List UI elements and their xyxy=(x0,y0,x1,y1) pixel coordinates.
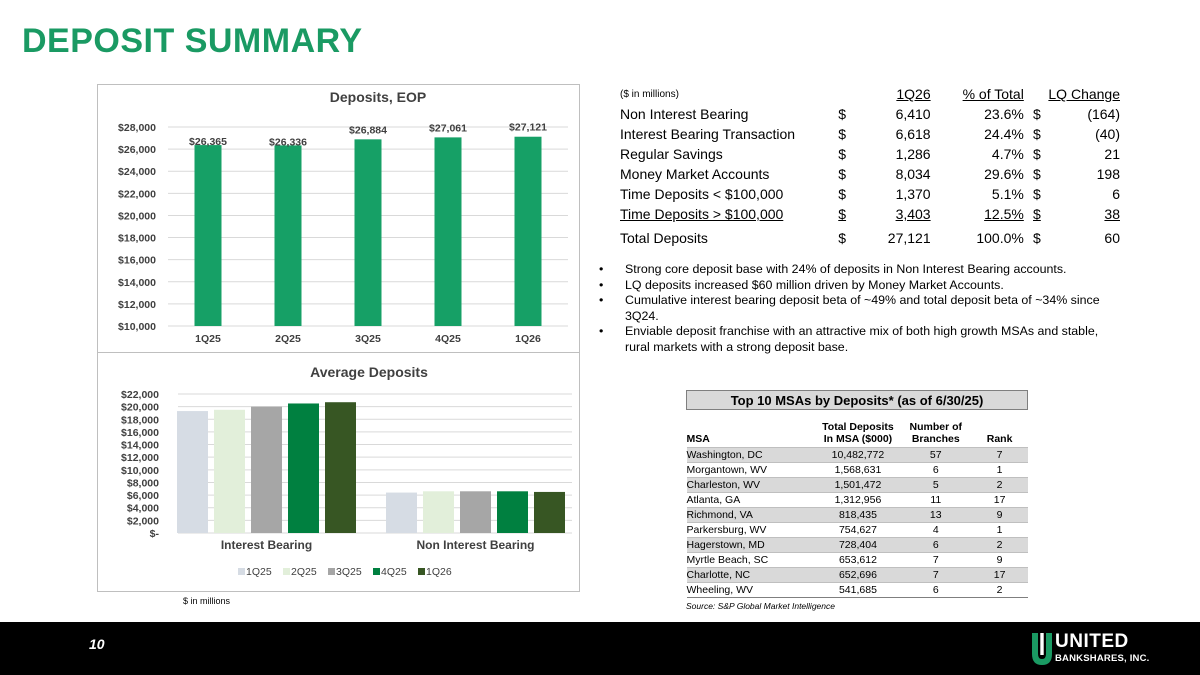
deposit-composition-table xyxy=(620,84,1120,246)
bar xyxy=(497,491,528,533)
msa-name-cell: Hagerstown, MD xyxy=(687,538,817,553)
bar xyxy=(534,492,565,533)
deposits-eop-svg xyxy=(98,85,579,352)
msa-branches-cell: 6 xyxy=(900,538,972,553)
msa-branches-cell: 7 xyxy=(900,553,972,568)
msa-branches-cell: 6 xyxy=(900,583,972,598)
x-tick-label: 4Q25 xyxy=(435,333,461,345)
y-tick-label: $22,000 xyxy=(121,389,159,401)
y-tick-label: $14,000 xyxy=(121,439,159,452)
bar xyxy=(515,137,542,326)
msa-branches-cell: 5 xyxy=(900,478,972,493)
msa-row xyxy=(687,583,1028,598)
y-tick-label: $10,000 xyxy=(118,321,156,333)
legend-swatch xyxy=(418,568,425,575)
row-label: Money Market Accounts xyxy=(620,166,770,182)
msa-row xyxy=(687,478,1028,493)
pct-cell: 100.0% xyxy=(976,230,1024,246)
msa-row xyxy=(687,493,1028,508)
currency-symbol: $ xyxy=(1033,166,1041,182)
msa-row xyxy=(687,568,1028,583)
msa-deposits-cell: 10,482,772 xyxy=(816,448,900,463)
msa-deposits-cell: 1,568,631 xyxy=(816,463,900,478)
row-label: Total Deposits xyxy=(620,230,708,246)
currency-symbol: $ xyxy=(1033,146,1041,162)
msa-deposits-cell: 1,501,472 xyxy=(816,478,900,493)
msa-deposits-cell: 1,312,956 xyxy=(816,493,900,508)
currency-symbol: $ xyxy=(838,126,847,142)
y-tick-label: $6,000 xyxy=(126,490,159,503)
msa-rank-cell: 9 xyxy=(972,508,1028,523)
deposit-row xyxy=(620,104,1120,124)
bullet-item: • LQ deposits increased $60 million driven by Money Market Accounts. xyxy=(597,278,1117,294)
legend-swatch xyxy=(238,568,245,575)
units-label: ($ in millions) xyxy=(620,88,679,100)
change-cell: 38 xyxy=(1104,206,1120,222)
bullet-item: • Enviable deposit franchise with an attractive mix of both high growth MSAs and stable, rural markets with a strong deposit base. xyxy=(597,324,1117,355)
y-tick-label: $20,000 xyxy=(118,210,156,223)
bullet-item: • Strong core deposit base with 24% of deposits in Non Interest Bearing accounts. xyxy=(597,262,1117,278)
amount-cell: 27,121 xyxy=(887,230,931,246)
currency-symbol: $ xyxy=(838,146,847,162)
footer-bar xyxy=(0,622,1200,675)
deposit-row xyxy=(620,124,1120,144)
msa-table-header xyxy=(687,410,1028,448)
y-tick-label: $12,000 xyxy=(121,452,159,465)
amount-cell: 6,618 xyxy=(895,126,931,142)
row-label: Regular Savings xyxy=(620,146,723,162)
change-cell: 6 xyxy=(1112,186,1120,202)
msa-row xyxy=(687,508,1028,523)
msa-rank-cell: 2 xyxy=(972,583,1028,598)
y-tick-label: $18,000 xyxy=(118,232,156,245)
y-tick-label: $22,000 xyxy=(118,188,156,201)
msa-rank-cell: 17 xyxy=(972,493,1028,508)
currency-symbol: $ xyxy=(838,166,847,182)
data-label: $26,884 xyxy=(349,124,387,137)
data-label: $27,121 xyxy=(509,121,547,134)
msa-branches-cell: 13 xyxy=(900,508,972,523)
average-deposits-chart xyxy=(97,352,580,592)
units-note: $ in millions xyxy=(183,596,231,606)
legend-swatch xyxy=(328,568,335,575)
legend-label: 4Q25 xyxy=(381,566,407,578)
x-tick-label: Interest Bearing xyxy=(220,538,313,552)
y-tick-label: $16,000 xyxy=(118,254,156,267)
pct-cell: 24.4% xyxy=(984,126,1024,142)
y-tick-label: $- xyxy=(149,528,159,540)
bar xyxy=(355,139,382,326)
msa-name-cell: Charlotte, NC xyxy=(687,568,817,583)
row-label: Interest Bearing Transaction xyxy=(620,126,796,142)
bar xyxy=(386,493,417,533)
msa-deposits-cell: 541,685 xyxy=(816,583,900,598)
msa-table-caption: Top 10 MSAs by Deposits* (as of 6/30/25) xyxy=(687,391,1028,410)
msa-name-cell: Wheeling, WV xyxy=(687,583,817,598)
y-tick-label: $16,000 xyxy=(121,426,159,439)
msa-deposits-cell: 652,696 xyxy=(816,568,900,583)
deposits-eop-chart xyxy=(97,84,580,353)
bar xyxy=(288,403,319,533)
pct-cell: 12.5% xyxy=(984,206,1024,222)
top-msa-table xyxy=(686,390,1028,598)
currency-symbol: $ xyxy=(838,206,847,222)
deposit-row xyxy=(620,164,1120,184)
chart-title: Deposits, EOP xyxy=(329,89,427,105)
row-label: Time Deposits < $100,000 xyxy=(620,186,784,202)
bar xyxy=(423,491,454,533)
data-label: $26,336 xyxy=(269,136,307,149)
msa-rank-cell: 1 xyxy=(972,523,1028,538)
logo-mark-icon xyxy=(1031,632,1053,666)
total-deposits-row xyxy=(620,224,1120,246)
col-header-1q26: 1Q26 xyxy=(896,86,931,102)
x-tick-label: 1Q25 xyxy=(195,333,221,345)
msa-name-cell: Parkersburg, WV xyxy=(687,523,817,538)
pct-cell: 4.7% xyxy=(991,146,1024,162)
msa-row xyxy=(687,463,1028,478)
msa-branches-cell: 7 xyxy=(900,568,972,583)
key-points-list xyxy=(597,262,1117,356)
y-tick-label: $12,000 xyxy=(118,298,156,311)
currency-symbol: $ xyxy=(1033,106,1041,122)
msa-name-cell: Morgantown, WV xyxy=(687,463,817,478)
amount-cell: 1,370 xyxy=(895,186,931,202)
y-tick-label: $18,000 xyxy=(121,414,159,427)
amount-cell: 8,034 xyxy=(895,166,931,182)
change-cell: 60 xyxy=(1104,230,1120,246)
x-tick-label: 1Q26 xyxy=(515,333,541,345)
change-cell: 21 xyxy=(1104,146,1120,162)
legend-label: 1Q26 xyxy=(426,566,452,578)
legend-swatch xyxy=(283,568,290,575)
legend-label: 2Q25 xyxy=(291,566,317,578)
y-tick-label: $2,000 xyxy=(126,515,159,528)
legend-label: 3Q25 xyxy=(336,566,362,578)
bar xyxy=(325,402,356,533)
msa-branches-cell: 6 xyxy=(900,463,972,478)
msa-rank-cell: 9 xyxy=(972,553,1028,568)
msa-name-cell: Washington, DC xyxy=(687,448,817,463)
top-msa-panel xyxy=(686,390,1028,611)
y-tick-label: $26,000 xyxy=(118,144,156,157)
change-cell: (164) xyxy=(1087,106,1120,122)
y-tick-label: $20,000 xyxy=(121,401,159,414)
currency-symbol: $ xyxy=(1033,126,1041,142)
change-cell: (40) xyxy=(1095,126,1120,142)
msa-deposits-cell: 754,627 xyxy=(816,523,900,538)
bullet-item: • Cumulative interest bearing deposit beta of ~49% and total deposit beta of ~34% since 3Q24. xyxy=(597,293,1117,324)
row-label: Non Interest Bearing xyxy=(620,106,749,122)
y-tick-label: $14,000 xyxy=(118,276,156,289)
row-label: Time Deposits > $100,000 xyxy=(620,206,784,222)
msa-branches-cell: 11 xyxy=(900,493,972,508)
data-label: $26,365 xyxy=(189,136,227,149)
bar xyxy=(214,410,245,533)
bar xyxy=(195,145,222,326)
y-tick-label: $28,000 xyxy=(118,122,156,134)
msa-deposits-cell: 818,435 xyxy=(816,508,900,523)
rank-col-header: Rank xyxy=(986,433,1013,445)
amount-cell: 1,286 xyxy=(895,146,931,162)
average-deposits-svg xyxy=(98,353,579,591)
msa-rank-cell: 7 xyxy=(972,448,1028,463)
company-logo xyxy=(1031,630,1161,668)
chart-title: Average Deposits xyxy=(310,364,428,380)
bar xyxy=(435,137,462,326)
msa-name-cell: Myrtle Beach, SC xyxy=(687,553,817,568)
msa-name-cell: Richmond, VA xyxy=(687,508,817,523)
msa-rank-cell: 17 xyxy=(972,568,1028,583)
logo-subtitle: BANKSHARES, INC. xyxy=(1055,653,1150,664)
msa-row xyxy=(687,448,1028,463)
col-header-pct-total: % of Total xyxy=(962,86,1024,102)
bar xyxy=(177,411,208,533)
y-tick-label: $10,000 xyxy=(121,464,159,477)
y-tick-label: $24,000 xyxy=(118,166,156,179)
currency-symbol: $ xyxy=(838,186,847,202)
pct-cell: 5.1% xyxy=(991,186,1024,202)
y-tick-label: $8,000 xyxy=(126,477,159,490)
legend-swatch xyxy=(373,568,380,575)
legend-label: 1Q25 xyxy=(246,566,272,578)
amount-cell: 6,410 xyxy=(895,106,931,122)
deposit-row xyxy=(620,204,1120,224)
msa-name-cell: Atlanta, GA xyxy=(687,493,817,508)
currency-symbol: $ xyxy=(1033,206,1041,222)
bar xyxy=(460,491,491,533)
msa-row xyxy=(687,523,1028,538)
bar xyxy=(251,407,282,533)
deposit-row xyxy=(620,144,1120,164)
pct-cell: 29.6% xyxy=(984,166,1024,182)
currency-symbol: $ xyxy=(1033,230,1041,246)
msa-deposits-cell: 728,404 xyxy=(816,538,900,553)
y-tick-label: $4,000 xyxy=(126,502,159,515)
source-note: Source: S&P Global Market Intelligence xyxy=(686,601,835,611)
msa-name-cell: Charleston, WV xyxy=(687,478,817,493)
deposit-table-header xyxy=(620,84,1120,104)
msa-rank-cell: 2 xyxy=(972,538,1028,553)
branches-col-header: Number of Branches xyxy=(909,421,963,445)
col-header-lq-change: LQ Change xyxy=(1048,86,1120,102)
msa-branches-cell: 4 xyxy=(900,523,972,538)
msa-rank-cell: 2 xyxy=(972,478,1028,493)
currency-symbol: $ xyxy=(838,230,847,246)
pct-cell: 23.6% xyxy=(984,106,1024,122)
msa-branches-cell: 57 xyxy=(900,448,972,463)
msa-deposits-cell: 653,612 xyxy=(816,553,900,568)
msa-col-header: MSA xyxy=(686,433,710,445)
page-title: DEPOSIT SUMMARY xyxy=(22,22,363,60)
x-tick-label: 2Q25 xyxy=(275,333,301,345)
bar xyxy=(275,145,302,326)
amount-cell: 3,403 xyxy=(895,206,931,222)
deposits-col-header: Total Deposits In MSA ($000) xyxy=(822,421,894,445)
data-label: $27,061 xyxy=(429,122,467,135)
msa-rank-cell: 1 xyxy=(972,463,1028,478)
deposit-row xyxy=(620,184,1120,204)
logo-wordmark: UNITED xyxy=(1055,631,1129,652)
x-tick-label: 3Q25 xyxy=(355,333,381,345)
msa-row xyxy=(687,553,1028,568)
currency-symbol: $ xyxy=(838,106,847,122)
msa-row xyxy=(687,538,1028,553)
x-tick-label: Non Interest Bearing xyxy=(416,538,535,552)
currency-symbol: $ xyxy=(1033,186,1041,202)
change-cell: 198 xyxy=(1096,166,1120,182)
page-number: 10 xyxy=(89,636,105,652)
